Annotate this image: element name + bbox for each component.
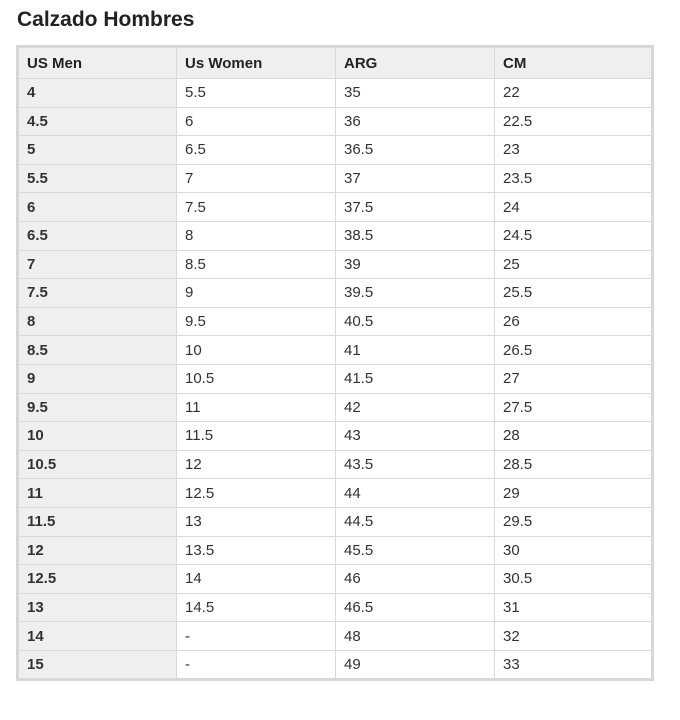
table-row — [19, 79, 652, 108]
cell-arg: 44.5 — [336, 507, 495, 536]
cell-arg: 39.5 — [336, 279, 495, 308]
table-row — [19, 450, 652, 479]
cell-cm: 22.5 — [495, 107, 652, 136]
cell-us-men: 11.5 — [19, 507, 177, 536]
cell-cm: 24 — [495, 193, 652, 222]
cell-us-women: 14.5 — [177, 593, 336, 622]
cell-arg: 41.5 — [336, 364, 495, 393]
header-us-women: Us Women — [177, 48, 336, 79]
cell-cm: 27.5 — [495, 393, 652, 422]
table-row — [19, 250, 652, 279]
cell-arg: 38.5 — [336, 221, 495, 250]
cell-us-women: 14 — [177, 565, 336, 594]
cell-us-women: 9.5 — [177, 307, 336, 336]
cell-us-women: 8 — [177, 221, 336, 250]
cell-us-women: 9 — [177, 279, 336, 308]
table-header-row — [19, 48, 652, 79]
table-row — [19, 536, 652, 565]
table-row — [19, 279, 652, 308]
cell-us-men: 5.5 — [19, 164, 177, 193]
table-row — [19, 221, 652, 250]
cell-cm: 26.5 — [495, 336, 652, 365]
cell-cm: 29 — [495, 479, 652, 508]
cell-us-women: - — [177, 650, 336, 679]
cell-cm: 26 — [495, 307, 652, 336]
cell-us-women: 8.5 — [177, 250, 336, 279]
cell-us-women: 10.5 — [177, 364, 336, 393]
table-row — [19, 565, 652, 594]
table-row — [19, 164, 652, 193]
cell-us-women: - — [177, 622, 336, 651]
cell-cm: 29.5 — [495, 507, 652, 536]
header-arg: ARG — [336, 48, 495, 79]
cell-arg: 37 — [336, 164, 495, 193]
table-row — [19, 336, 652, 365]
cell-us-men: 10.5 — [19, 450, 177, 479]
cell-us-men: 9.5 — [19, 393, 177, 422]
cell-us-men: 6.5 — [19, 221, 177, 250]
table-row — [19, 364, 652, 393]
cell-arg: 46 — [336, 565, 495, 594]
cell-arg: 42 — [336, 393, 495, 422]
cell-arg: 40.5 — [336, 307, 495, 336]
cell-arg: 39 — [336, 250, 495, 279]
cell-us-women: 6.5 — [177, 136, 336, 165]
cell-arg: 44 — [336, 479, 495, 508]
cell-us-men: 7 — [19, 250, 177, 279]
cell-cm: 30.5 — [495, 565, 652, 594]
table-row — [19, 507, 652, 536]
cell-us-women: 7.5 — [177, 193, 336, 222]
cell-us-women: 10 — [177, 336, 336, 365]
size-table — [18, 47, 652, 679]
cell-us-men: 4 — [19, 79, 177, 108]
table-row — [19, 622, 652, 651]
cell-cm: 25 — [495, 250, 652, 279]
cell-us-men: 7.5 — [19, 279, 177, 308]
cell-us-men: 14 — [19, 622, 177, 651]
cell-arg: 46.5 — [336, 593, 495, 622]
cell-us-men: 12.5 — [19, 565, 177, 594]
cell-us-men: 8.5 — [19, 336, 177, 365]
cell-arg: 41 — [336, 336, 495, 365]
cell-us-men: 9 — [19, 364, 177, 393]
cell-arg: 36 — [336, 107, 495, 136]
cell-cm: 24.5 — [495, 221, 652, 250]
cell-cm: 23 — [495, 136, 652, 165]
table-row — [19, 593, 652, 622]
table-body — [19, 79, 652, 679]
cell-us-men: 13 — [19, 593, 177, 622]
cell-us-men: 6 — [19, 193, 177, 222]
cell-cm: 25.5 — [495, 279, 652, 308]
cell-us-men: 4.5 — [19, 107, 177, 136]
cell-us-women: 12.5 — [177, 479, 336, 508]
header-us-men: US Men — [19, 48, 177, 79]
cell-cm: 33 — [495, 650, 652, 679]
table-row — [19, 393, 652, 422]
cell-arg: 36.5 — [336, 136, 495, 165]
table-row — [19, 422, 652, 451]
cell-cm: 22 — [495, 79, 652, 108]
cell-cm: 28 — [495, 422, 652, 451]
cell-arg: 35 — [336, 79, 495, 108]
table-row — [19, 136, 652, 165]
cell-cm: 32 — [495, 622, 652, 651]
header-cm: CM — [495, 48, 652, 79]
cell-us-women: 13 — [177, 507, 336, 536]
cell-us-women: 6 — [177, 107, 336, 136]
cell-us-women: 12 — [177, 450, 336, 479]
cell-us-men: 12 — [19, 536, 177, 565]
table-row — [19, 479, 652, 508]
cell-us-women: 5.5 — [177, 79, 336, 108]
cell-us-men: 8 — [19, 307, 177, 336]
cell-us-women: 11 — [177, 393, 336, 422]
cell-cm: 28.5 — [495, 450, 652, 479]
cell-arg: 43 — [336, 422, 495, 451]
cell-cm: 30 — [495, 536, 652, 565]
page-title: Calzado Hombres — [17, 8, 195, 31]
cell-us-men: 11 — [19, 479, 177, 508]
table-row — [19, 650, 652, 679]
cell-arg: 37.5 — [336, 193, 495, 222]
cell-cm: 23.5 — [495, 164, 652, 193]
size-table-container — [16, 45, 654, 681]
cell-us-women: 11.5 — [177, 422, 336, 451]
cell-cm: 31 — [495, 593, 652, 622]
cell-us-men: 5 — [19, 136, 177, 165]
cell-arg: 43.5 — [336, 450, 495, 479]
cell-arg: 49 — [336, 650, 495, 679]
cell-cm: 27 — [495, 364, 652, 393]
cell-us-women: 7 — [177, 164, 336, 193]
table-row — [19, 193, 652, 222]
cell-us-women: 13.5 — [177, 536, 336, 565]
table-row — [19, 107, 652, 136]
cell-arg: 48 — [336, 622, 495, 651]
cell-us-men: 15 — [19, 650, 177, 679]
cell-arg: 45.5 — [336, 536, 495, 565]
cell-us-men: 10 — [19, 422, 177, 451]
table-row — [19, 307, 652, 336]
